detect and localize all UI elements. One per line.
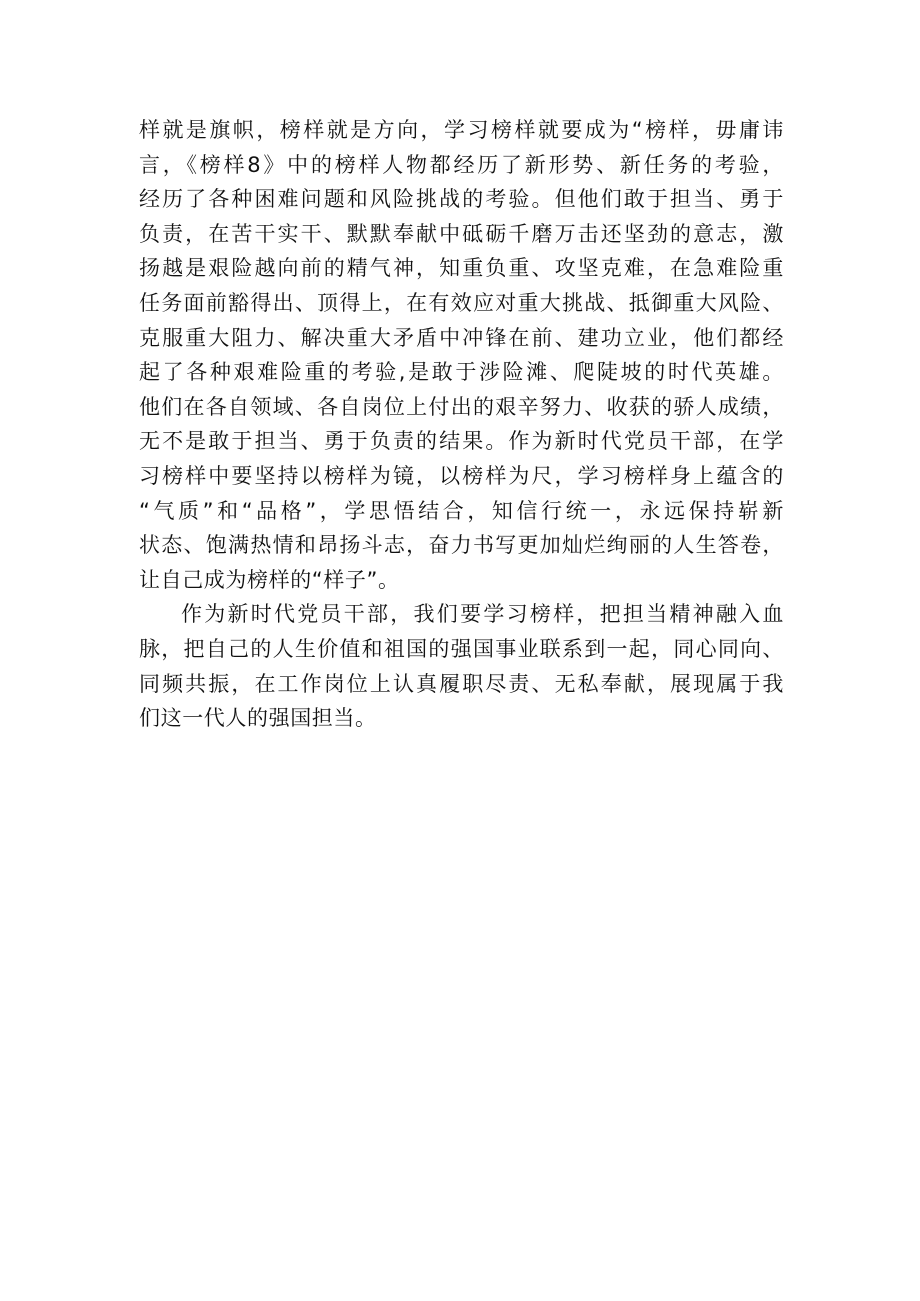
text-line: 样就是旗帜，榜样就是方向，学习榜样就要成为“榜样，毋庸讳 xyxy=(139,118,784,142)
text-line: 脉，把自己的人生价值和祖国的强国事业联系到一起，同心同向、 xyxy=(139,636,784,661)
text-line: 同频共振，在工作岗位上认真履职尽责、无私奉献，展现属于我 xyxy=(139,671,784,696)
text-line: 任务面前豁得出、顶得上，在有效应对重大挑战、抵御重大风险、 xyxy=(139,290,784,315)
text-line: 们这一代人的强国担当。 xyxy=(139,706,377,731)
text-line: 负责，在苦干实干、默默奉献中砥砺千磨万击还坚劲的意志，激 xyxy=(139,221,784,246)
text-line: 让自己成为榜样的“样子”。 xyxy=(139,567,400,592)
text-line: 经历了各种困难问题和风险挑战的考验。但他们敢于担当、勇于 xyxy=(139,187,784,212)
text-line: 作为新时代党员干部，我们要学习榜样，把担当精神融入血 xyxy=(181,602,784,627)
text-line: “气质”和“品格”，学思悟结合，知信行统一，永远保持崭新 xyxy=(139,498,784,523)
paragraph-1 xyxy=(139,113,784,597)
text-line: 扬越是艰险越向前的精气神，知重负重、攻坚克难，在急难险重 xyxy=(139,256,784,281)
text-line: 状态、饱满热情和昂扬斗志，奋力书写更加灿烂绚丽的人生答卷， xyxy=(139,533,784,558)
paragraph-2 xyxy=(139,597,784,735)
text-line: 无不是敢于担当、勇于负责的结果。作为新时代党员干部，在学 xyxy=(139,429,784,454)
document-body xyxy=(139,113,784,736)
text-line: 习榜样中要坚持以榜样为镜，以榜样为尺，学习榜样身上蕴含的 xyxy=(139,463,784,488)
text-line: 他们在各自领域、各自岗位上付出的艰辛努力、收获的骄人成绩， xyxy=(139,394,784,419)
text-line: 起了各种艰难险重的考验,是敢于涉险滩、爬陡坡的时代英雄。 xyxy=(139,360,784,385)
text-line: 言，《榜样8》中的榜样人物都经历了新形势、新任务的考验， xyxy=(139,152,784,177)
text-line: 克服重大阻力、解决重大矛盾中冲锋在前、建功立业，他们都经 xyxy=(139,325,784,350)
